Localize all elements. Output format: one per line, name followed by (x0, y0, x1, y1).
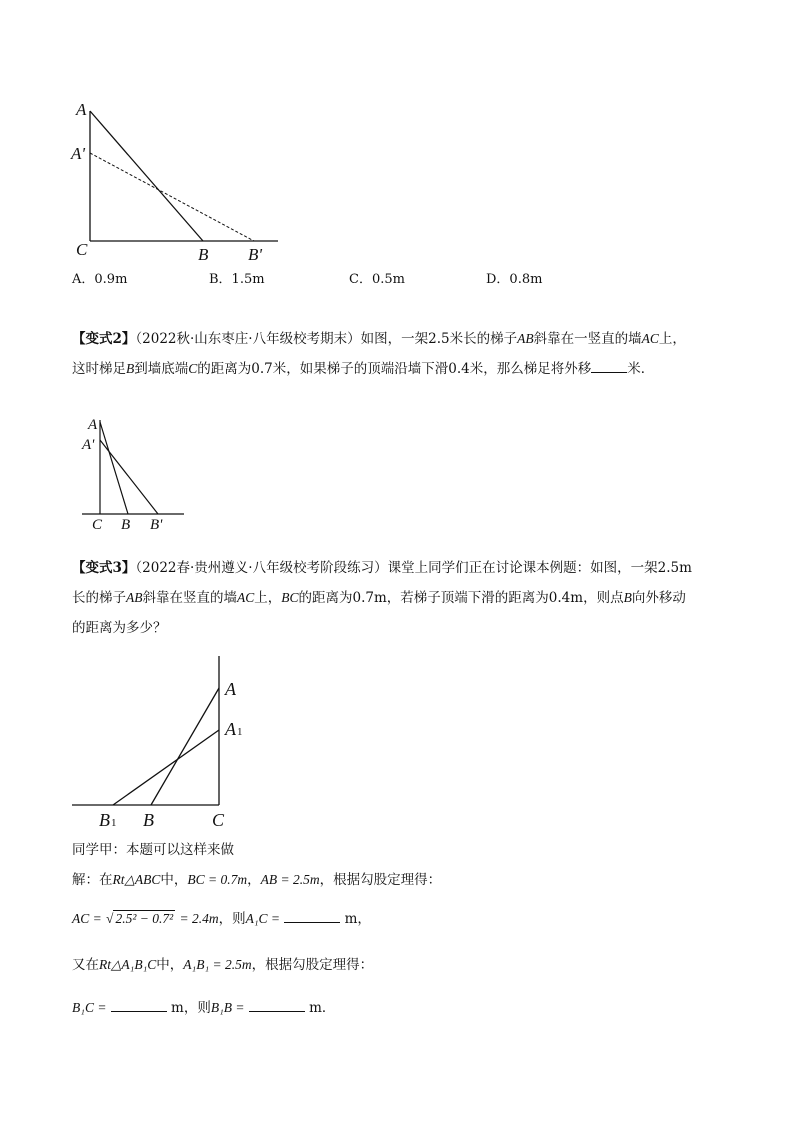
text: 的距离为0.7m，若梯子顶端下滑的距离为0.4m，则点 (298, 590, 624, 606)
text: 解：在 (72, 872, 113, 888)
label-b-prime: B' (248, 245, 263, 264)
option-c[interactable]: C．0.5m (349, 272, 405, 287)
label-a: A (76, 100, 87, 119)
label-b1: B1 (99, 810, 117, 830)
math-a1b1-eq: A₁B₁ = 2.5m (183, 957, 252, 972)
text: 课堂上同学们正在讨论课本例题：如图，一架2.5m (387, 560, 692, 576)
text: 中， (156, 957, 184, 973)
answer-blank[interactable] (591, 358, 627, 373)
math-a1c: A₁C = (245, 911, 281, 926)
variant-3-tag: 【变式3】 (72, 560, 136, 576)
variant-2-line-1 (72, 324, 686, 354)
math-rt: Rt△ (112, 872, 135, 887)
ladder-ab (100, 422, 128, 514)
math-b: B (126, 361, 135, 376)
figure-3-ladder-diagram (68, 650, 268, 832)
ladder-a1-b1 (113, 730, 219, 805)
math-ac: AC (641, 331, 659, 346)
math-ac: AC (237, 590, 255, 605)
label-a1: A1 (225, 719, 243, 739)
text: 的距离为0.7米，如果梯子的顶端沿墙下滑0.4米，那么梯足将外移 (197, 361, 592, 377)
text: 到墙底端 (134, 361, 189, 377)
answer-blank-a1c[interactable] (284, 908, 340, 923)
label-b-prime: B' (150, 517, 163, 533)
text: ，根据勾股定理得： (251, 957, 374, 973)
label-b: B (143, 810, 154, 830)
label-c: C (212, 810, 225, 830)
sqrt-expression: √ 2.5² − 0.7² (106, 911, 174, 926)
answer-blank-b1c[interactable] (111, 997, 167, 1012)
text: 这时梯足 (72, 361, 126, 377)
text: 上， (658, 331, 686, 347)
math-c: C (188, 361, 198, 376)
text: 长的梯子 (72, 590, 126, 606)
text: 如图，一架2.5米长的梯子 (360, 331, 518, 347)
text: 的距离为多少？ (72, 620, 167, 636)
solution-line-1 (72, 865, 441, 896)
math-ab-eq: AB = 2.5m (260, 872, 320, 887)
text: 斜靠在竖直的墙 (142, 590, 237, 606)
answer-options (72, 268, 632, 288)
variant-2-line-2 (72, 354, 686, 384)
variant-3-source: （2022春·贵州遵义·八年级校考阶段练习） (135, 560, 388, 576)
variant-2-tag: 【变式2】 (72, 331, 136, 347)
figure-2-ladder-diagram (76, 410, 188, 534)
ladder-a-prime-b-prime (90, 153, 254, 241)
solution-line-2 (72, 896, 441, 942)
variant-2-source: （2022秋·山东枣庄·八年级校考期末） (135, 331, 361, 347)
variant-3-question (72, 553, 692, 643)
label-a: A (225, 679, 236, 699)
option-a[interactable]: A．0.9m (72, 272, 128, 287)
label-a-prime: A' (71, 144, 86, 163)
variant-3-line-1 (72, 553, 692, 583)
figure-1-ladder-diagram (68, 95, 288, 267)
text: 斜靠在一竖直的墙 (533, 331, 642, 347)
label-a-prime: A' (82, 437, 95, 453)
solution-block (72, 835, 441, 1028)
solution-line-3 (72, 942, 441, 988)
math-ab: AB (126, 590, 143, 605)
label-b: B (198, 245, 209, 264)
text: m， (344, 911, 371, 927)
option-b[interactable]: B．1.5m (209, 272, 265, 287)
variant-3-line-3 (72, 613, 692, 643)
math-b1b: B₁B = (210, 1000, 245, 1015)
solution-line-4 (72, 988, 441, 1028)
math-bc-eq: BC = 0.7m (187, 872, 248, 887)
variant-2-question (72, 324, 686, 384)
text: ，根据勾股定理得： (319, 872, 442, 888)
math-b1c: B₁C = (72, 1000, 107, 1015)
math-bc: BC (281, 590, 299, 605)
text: ， (247, 872, 261, 888)
text: 米． (627, 361, 655, 377)
text: m． (309, 1000, 336, 1016)
text: 中， (160, 872, 188, 888)
option-d[interactable]: D．0.8m (486, 272, 543, 287)
math-abc: ABC (134, 872, 161, 887)
variant-3-line-2 (72, 583, 692, 613)
label-c: C (76, 240, 88, 259)
ladder-a-prime-b-prime (100, 440, 158, 514)
math-ac-rhs: = 2.4m (179, 911, 219, 926)
math-ab: AB (517, 331, 534, 346)
text: 向外移动 (631, 590, 686, 606)
text: 上， (254, 590, 282, 606)
label-c: C (92, 517, 103, 533)
label-b: B (121, 517, 131, 533)
text: ，则 (218, 911, 246, 927)
ladder-ab (90, 111, 203, 241)
math-ac-lhs: AC = (72, 911, 102, 926)
ladder-ab (151, 688, 219, 805)
math-b: B (623, 590, 632, 605)
math-rt-a1b1c: Rt△A₁B₁C (99, 957, 157, 972)
answer-blank-b1b[interactable] (249, 997, 305, 1012)
solution-intro: 同学甲：本题可以这样来做 (72, 842, 234, 858)
text: m，则 (171, 1000, 211, 1016)
label-a: A (88, 417, 98, 433)
sqrt-radicand: 2.5² − 0.7² (115, 911, 174, 926)
text: 又在 (72, 957, 99, 973)
